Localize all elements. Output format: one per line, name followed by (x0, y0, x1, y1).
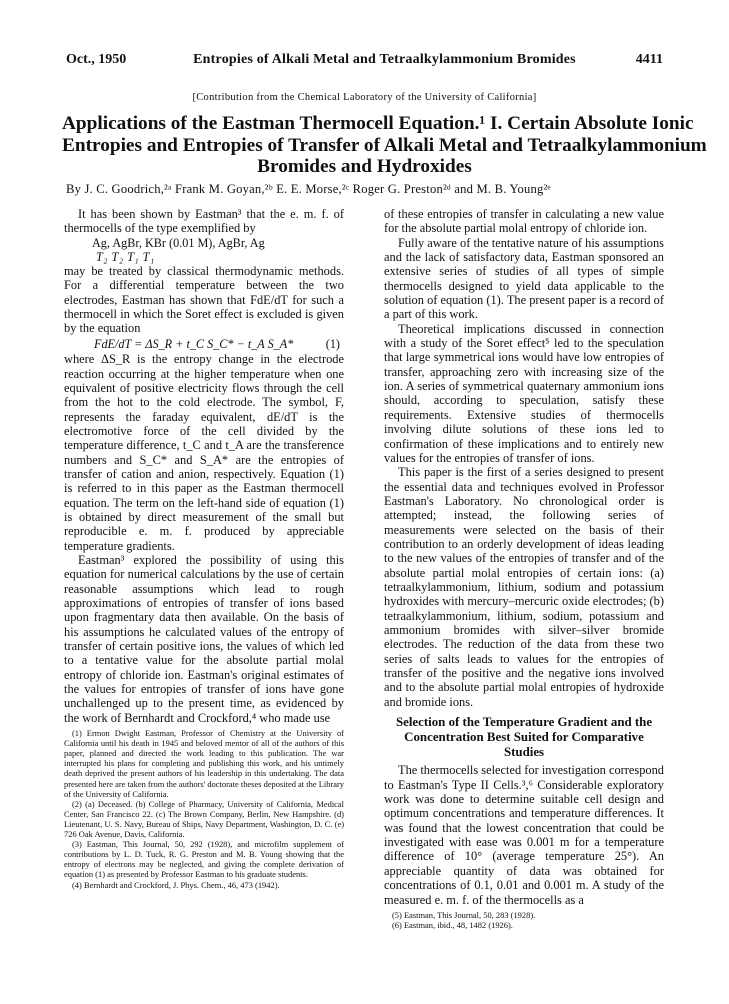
equation-number: (1) (325, 336, 340, 351)
paragraph: Theoretical implications discussed in connection with a study of the Soret effect⁵ led to the speculation that large symmetrical ions would have low entropies of transfer, approaching zero with increasing size of the ion. A series of symmetrical quaternary ammonium ions should, according to speculation, satisfy these requirements. Extensive studies of thermocells involving dilute solutions of these ions led to confirmation of these implications and to entirely new values for the entropies of transfer of ions. (384, 321, 664, 465)
paragraph: of these entropies of transfer in calculating a new value for the absolute partial molal entropy of chloride ion. (384, 207, 664, 236)
title-line-3: Bromides and Hydroxides (257, 156, 472, 177)
equation-1 (64, 337, 344, 351)
section-heading: Selection of the Temperature Gradient and the Concentration Best Suited for Comparative Studies (395, 715, 653, 759)
footnote: (2) (a) Deceased. (b) College of Pharmacy, University of California, Medical Center, San Francisco 22. (c) The Brown Company, Berlin, New Hampshire. (d) Lieutenant, U. S. Navy, Bureau of Ships, Navy Department, Washington, D. C. (e) 726 Oak Avenue, Davis, California. (64, 798, 344, 840)
footnote: (5) Eastman, This Journal, 50, 283 (1928). (392, 909, 536, 920)
author-line: By J. C. Goodrich,²ᵃ Frank M. Goyan,²ᵇ E. E. Morse,²ᶜ Roger G. Preston²ᵈ and M. B. Young²ᵉ (66, 182, 551, 196)
article-title (62, 113, 707, 178)
paragraph: This paper is the first of a series designed to present the essential data and techniques evolved in Professor Eastman's Laboratory. No chronological order is attempted; instead, the following series of measurements were selected on the basis of their contribution to an orderly development of ideas leading to the new values of the entropies of transfer and of the absolute partial molal entropies of certain ions: (a) tetraalkylammonium, lithium, sodium and potassium hydroxides with mercury–mercuric oxide electrodes; (b) tetraalkylammonium, lithium, sodium, potassium and ammonium bromides with silver–silver bromide electrodes. The reduction of the data from these two series of salts leads to values for the entropies of transfer of the positive and the negative ions involved and to the absolute partial molal entropies of hydroxide and bromide ions. (384, 465, 664, 709)
paragraph: Eastman³ explored the possibility of using this equation for numerical calculations by the use of certain reasonable assumptions which lead to rough approximations of entropies of transfer of ions based upon fragmentary data then available. On the basis of his assumptions he calculated values of the entropy of transfer of certain positive ions, the values of which led to a tentative value for the absolute partial molal entropy of chloride ion. Eastman's original estimates of the values for entropies of transfer of ions have gone unchallenged up to the present time, as evidenced by the work of Bernhardt and Crockford,⁴ who made use (64, 552, 344, 725)
paragraph: Fully aware of the tentative nature of his assumptions and the lack of satisfactory data, Eastman sponsored an extensive series of studies of all types of simple thermocells designed to yield data applicable to the solution of equation (1). The present paper is a record of a part of this work. (384, 235, 664, 322)
right-column (384, 207, 664, 930)
title-line-1: Applications of the Eastman Thermocell Equation.¹ I. Certain Absolute Ionic (62, 113, 694, 134)
footnote: (4) Bernhardt and Crockford, J. Phys. Chem., 46, 473 (1942). (72, 879, 280, 890)
paragraph: It has been shown by Eastman³ that the e. m. f. of thermocells of the type exemplified by (64, 207, 344, 236)
footnotes (64, 728, 344, 890)
footnote: (3) Eastman, This Journal, 50, 292 (1928), and microfilm supplement of contributions by L. D. Tuck, R. G. Preston and M. B. Young showing that the entropy of electrons may be neglected, and giving the complete derivation of equation (1) as presented by Professor Eastman to his graduate students. (64, 839, 344, 880)
left-column (64, 207, 344, 890)
footnote: (6) Eastman, ibid., 48, 1482 (1926). (392, 919, 513, 930)
contribution-line: [Contribution from the Chemical Laboratory of the University of California] (192, 92, 537, 103)
cell-temperatures: T₂ T₂ T₁ T₁ (96, 249, 155, 264)
page-number: 4411 (635, 52, 663, 67)
running-header (66, 52, 663, 68)
paragraph: where ΔS_R is the entropy change in the electrode reaction occurring at the higher temperature when one equivalent of positive electricity flows through the cell from the hot to the cold electrode. The symbol, F, represents the faraday equivalent, dE/dT is the electromotive force of the cell divided by the temperature difference, t_C and t_A are the transference numbers and S_C* and S_A* are the entropies of transfer of cation and anion, respectively. Equation (1) is referred to in this paper as the Eastman thermocell equation. The term on the left-hand side of equation (1) is obtained by direct measurement of the small but reproducible e. m. f. produced by appreciable temperature gradients. (64, 352, 344, 553)
issue-date: Oct., 1950 (66, 52, 127, 67)
cell-formula: Ag, AgBr, KBr (0.01 M), AgBr, Ag (92, 235, 265, 250)
footnote: (1) Ermon Dwight Eastman, Professor of Chemistry at the University of California until his death in 1945 and beloved mentor of all of the authors of this paper, planned and directed the work leading to this publication. The war interrupted his plans for completing and publishing this work, and his untimely death deprived the present authors of his leadership in this undertaking. The data presented here are taken from the authors' doctorate theses deposited at the Library of the University of California. (64, 728, 344, 799)
footnotes (384, 910, 664, 930)
equation-text: FdE/dT = ΔS_R + t_C S_C* − t_A S_A* (94, 336, 294, 351)
paragraph: may be treated by classical thermodynamic methods. For a differential temperature between the two electrodes, Eastman has shown that FdE/dT for such a thermocell in which the Soret effect is excluded is given by the equation (64, 264, 344, 336)
paragraph: The thermocells selected for investigation correspond to Eastman's Type II Cells.³,⁶ Considerable exploratory work was done to determine suitable cell design and optimum concentrations and temperature differences. It was found that the lowest concentration that could be investigated with ease was 0.001 m for a temperature difference of 10° (average temperature 25°). An appreciable quantity of data was obtained for concentrations of 0.1, 0.01 and 0.001 m. A study of the measured e. m. f. of the thermocells as a (384, 763, 664, 907)
running-title: Entropies of Alkali Metal and Tetraalkylammonium Bromides (193, 52, 576, 67)
title-line-2: Entropies and Entropies of Transfer of Alkali Metal and Tetraalkylammonium (62, 134, 707, 156)
thermocell-notation (64, 236, 344, 264)
